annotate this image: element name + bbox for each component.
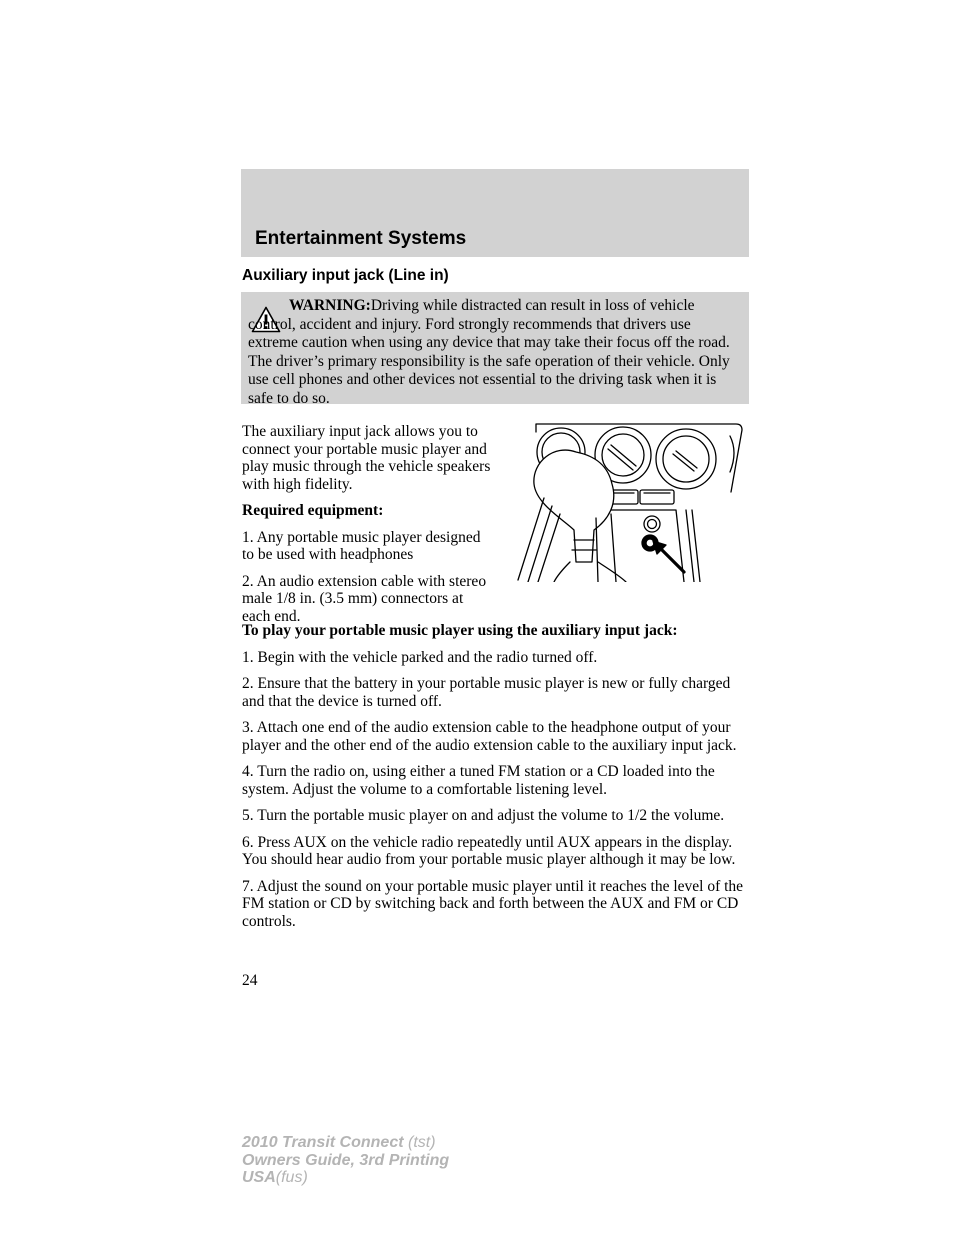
instruction-step: 6. Press AUX on the vehicle radio repeatedly until AUX appears in the display. <box>242 833 733 851</box>
section-header-band <box>241 169 749 257</box>
warning-body: Driving while distracted can result in loss of vehicle control, accident and injury. Ford strongly recommends that drivers use extreme caution when using any device that may take their focus off the road. The driver’s primary responsibility is the safe operation of their vehicle. Only use cell phones and other devices not essential to the driving task when it is safe to do so. <box>248 297 730 407</box>
instruction-step: 4. Turn the radio on, using either a tuned FM station or a CD loaded into the system. Adjust the volume to a comfortable listening level. <box>242 763 715 798</box>
instructions <box>242 622 752 939</box>
instruction-step: 3. Attach one end of the audio extension cable to the headphone output of your player and the other end of the audio extension cable to the auxiliary input jack. <box>242 719 737 754</box>
page-number: 24 <box>242 972 258 989</box>
footer-model-code: (tst) <box>408 1134 436 1151</box>
warning-text <box>248 297 743 408</box>
footer-line-printing: Owners Guide, 3rd Printing <box>242 1151 450 1169</box>
required-item: 1. Any portable music player designed to be used with headphones <box>242 528 481 563</box>
warning-label: WARNING: <box>289 297 371 314</box>
required-equipment-heading: Required equipment: <box>242 502 384 519</box>
section-header-title: Entertainment Systems <box>255 228 467 249</box>
instruction-step: 2. Ensure that the battery in your portable music player is new or fully charged and that the device is turned off. <box>242 675 731 710</box>
warning-box <box>241 292 749 407</box>
intro-column <box>242 423 492 634</box>
intro-paragraph: The auxiliary input jack allows you to connect your portable music player and play music through the vehicle speakers with high fidelity. <box>242 423 491 493</box>
instructions-heading: To play your portable music player using the auxiliary input jack: <box>242 622 678 639</box>
instruction-step: 1. Begin with the vehicle parked and the radio turned off. <box>242 648 598 666</box>
footer-line-market <box>242 1169 449 1187</box>
footer-line-model <box>242 1134 449 1152</box>
required-item: 2. An audio extension cable with stereo male 1/8 in. (3.5 mm) connectors at each end. <box>242 572 487 625</box>
footer-market: USA <box>242 1169 276 1186</box>
document-footer <box>242 1134 449 1187</box>
instruction-step: 7. Adjust the sound on your portable music player until it reaches the level of the FM station or CD by switching back and forth between the AUX and FM or CD controls. <box>242 877 744 930</box>
footer-model: 2010 Transit Connect <box>242 1134 404 1151</box>
aux-jack-illustration <box>516 422 749 582</box>
instruction-note: You should hear audio from your portable music player although it may be low. <box>242 851 736 868</box>
instruction-step: 5. Turn the portable music player on and adjust the volume to 1/2 the volume. <box>242 807 725 824</box>
footer-market-code: (fus) <box>275 1169 308 1186</box>
section-heading: Auxiliary input jack (Line in) <box>242 267 449 284</box>
